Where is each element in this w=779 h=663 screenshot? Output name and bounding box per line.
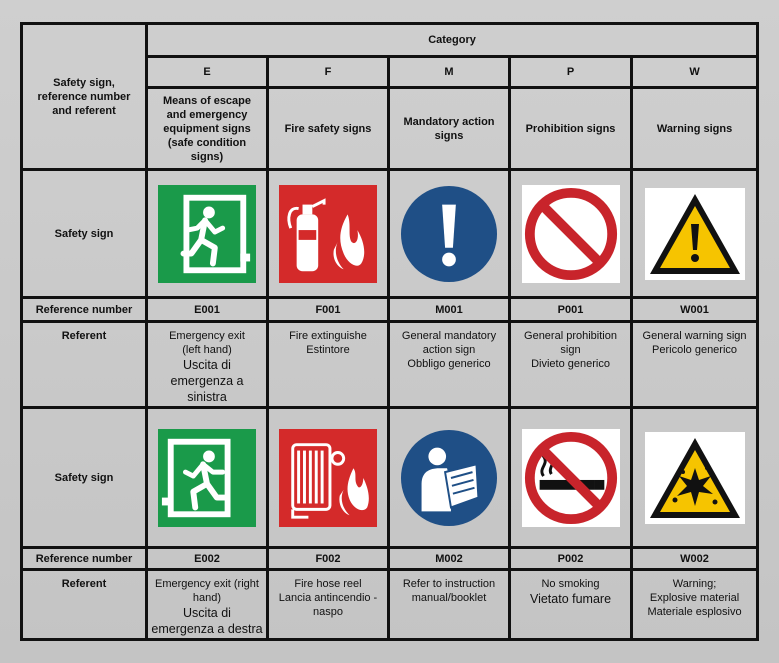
category-code-p: P xyxy=(510,57,632,88)
prohibition-icon xyxy=(522,185,620,283)
sign-cell-w002 xyxy=(632,408,758,548)
sign-cell-f002 xyxy=(268,408,389,548)
corner-header xyxy=(22,24,147,170)
referent-line: Vietato fumare xyxy=(529,592,612,606)
referent-e001 xyxy=(147,322,268,408)
referent-line: Warning; xyxy=(672,578,717,590)
referent-line: General prohibition xyxy=(524,330,617,342)
sign-cell-p001 xyxy=(510,170,632,298)
referent-line: naspo xyxy=(313,606,343,618)
mandatory-exclamation-icon xyxy=(400,185,498,283)
row-label-referent-2: Referent xyxy=(22,570,147,640)
referent-line: Fire extinguishe xyxy=(289,330,367,342)
referent-line: sign xyxy=(560,344,581,356)
referent-line: No smoking xyxy=(541,578,600,590)
sign-cell-f001 xyxy=(268,170,389,298)
category-code-e: E xyxy=(147,57,268,88)
category-code-w: W xyxy=(632,57,758,88)
ref-w001: W001 xyxy=(632,298,758,322)
fire-extinguisher-icon xyxy=(279,185,377,283)
ref-p002: P002 xyxy=(510,548,632,570)
category-code-m: M xyxy=(389,57,510,88)
row-label-safety-sign-2: Safety sign xyxy=(22,408,147,548)
ref-w002: W002 xyxy=(632,548,758,570)
read-manual-icon xyxy=(400,429,498,527)
referent-p002 xyxy=(510,570,632,640)
sign-cell-p002 xyxy=(510,408,632,548)
referent-w001 xyxy=(632,322,758,408)
category-name-e: Means of escape and emergency equipment signs (safe condition signs) xyxy=(147,88,268,170)
sign-cell-e002 xyxy=(147,408,268,548)
referent-line: emergenza a xyxy=(170,374,244,388)
referent-line: Divieto generico xyxy=(531,358,610,370)
referent-line: Fire hose reel xyxy=(294,578,362,590)
ref-f002: F002 xyxy=(268,548,389,570)
ref-f001: F001 xyxy=(268,298,389,322)
sign-cell-m002 xyxy=(389,408,510,548)
emergency-exit-left-icon xyxy=(158,185,256,283)
category-name-p: Prohibition signs xyxy=(510,88,632,170)
referent-line: Uscita di xyxy=(183,606,231,620)
sign-cell-m001 xyxy=(389,170,510,298)
referent-line: General warning sign xyxy=(642,330,747,342)
row-label-referent: Referent xyxy=(22,322,147,408)
no-smoking-icon xyxy=(522,429,620,527)
referent-line: sinistra xyxy=(187,390,227,404)
category-header-label: Category xyxy=(428,34,476,46)
category-header xyxy=(147,24,758,57)
referent-line: hand) xyxy=(192,592,222,604)
referent-m001 xyxy=(389,322,510,408)
referent-line: Pericolo generico xyxy=(652,344,738,356)
sign-cell-e001 xyxy=(147,170,268,298)
referent-line: Lancia antincendio - xyxy=(278,592,378,604)
ref-m001: M001 xyxy=(389,298,510,322)
category-name-w: Warning signs xyxy=(632,88,758,170)
referent-line: Refer to instruction xyxy=(402,578,496,590)
sign-cell-w001 xyxy=(632,170,758,298)
fire-hose-reel-icon xyxy=(279,429,377,527)
corner-header-label: Safety sign, reference number and referent xyxy=(37,76,131,117)
safety-signs-table xyxy=(20,22,759,641)
referent-line: Explosive material xyxy=(649,592,740,604)
ref-m002: M002 xyxy=(389,548,510,570)
row-label-reference-number-2: Reference number xyxy=(22,548,147,570)
referent-f002 xyxy=(268,570,389,640)
referent-line: Emergency exit xyxy=(169,330,245,342)
referent-w002 xyxy=(632,570,758,640)
ref-e002: E002 xyxy=(147,548,268,570)
referent-e002 xyxy=(147,570,268,640)
referent-line: (left hand) xyxy=(182,344,232,356)
row-label-reference-number: Reference number xyxy=(22,298,147,322)
referent-line: General mandatory xyxy=(401,330,497,342)
ref-p001: P001 xyxy=(510,298,632,322)
referent-line: Emergency exit (right xyxy=(155,578,259,590)
row-label-safety-sign: Safety sign xyxy=(22,170,147,298)
warning-exclamation-icon xyxy=(645,188,745,280)
referent-f001 xyxy=(268,322,389,408)
category-code-f: F xyxy=(268,57,389,88)
category-name-f: Fire safety signs xyxy=(268,88,389,170)
safety-signs-table-container xyxy=(20,22,759,641)
referent-line: Uscita di xyxy=(183,358,231,372)
referent-line: manual/booklet xyxy=(411,592,487,604)
referent-line: action sign xyxy=(422,344,476,356)
referent-p001 xyxy=(510,322,632,408)
referent-line: Materiale esplosivo xyxy=(647,606,742,618)
referent-line: emergenza a destra xyxy=(151,622,263,636)
referent-line: Obbligo generico xyxy=(407,358,491,370)
emergency-exit-right-icon xyxy=(158,429,256,527)
ref-e001: E001 xyxy=(147,298,268,322)
referent-m002 xyxy=(389,570,510,640)
category-name-m: Mandatory action signs xyxy=(389,88,510,170)
explosive-warning-icon xyxy=(645,432,745,524)
referent-line: Estintore xyxy=(306,344,350,356)
